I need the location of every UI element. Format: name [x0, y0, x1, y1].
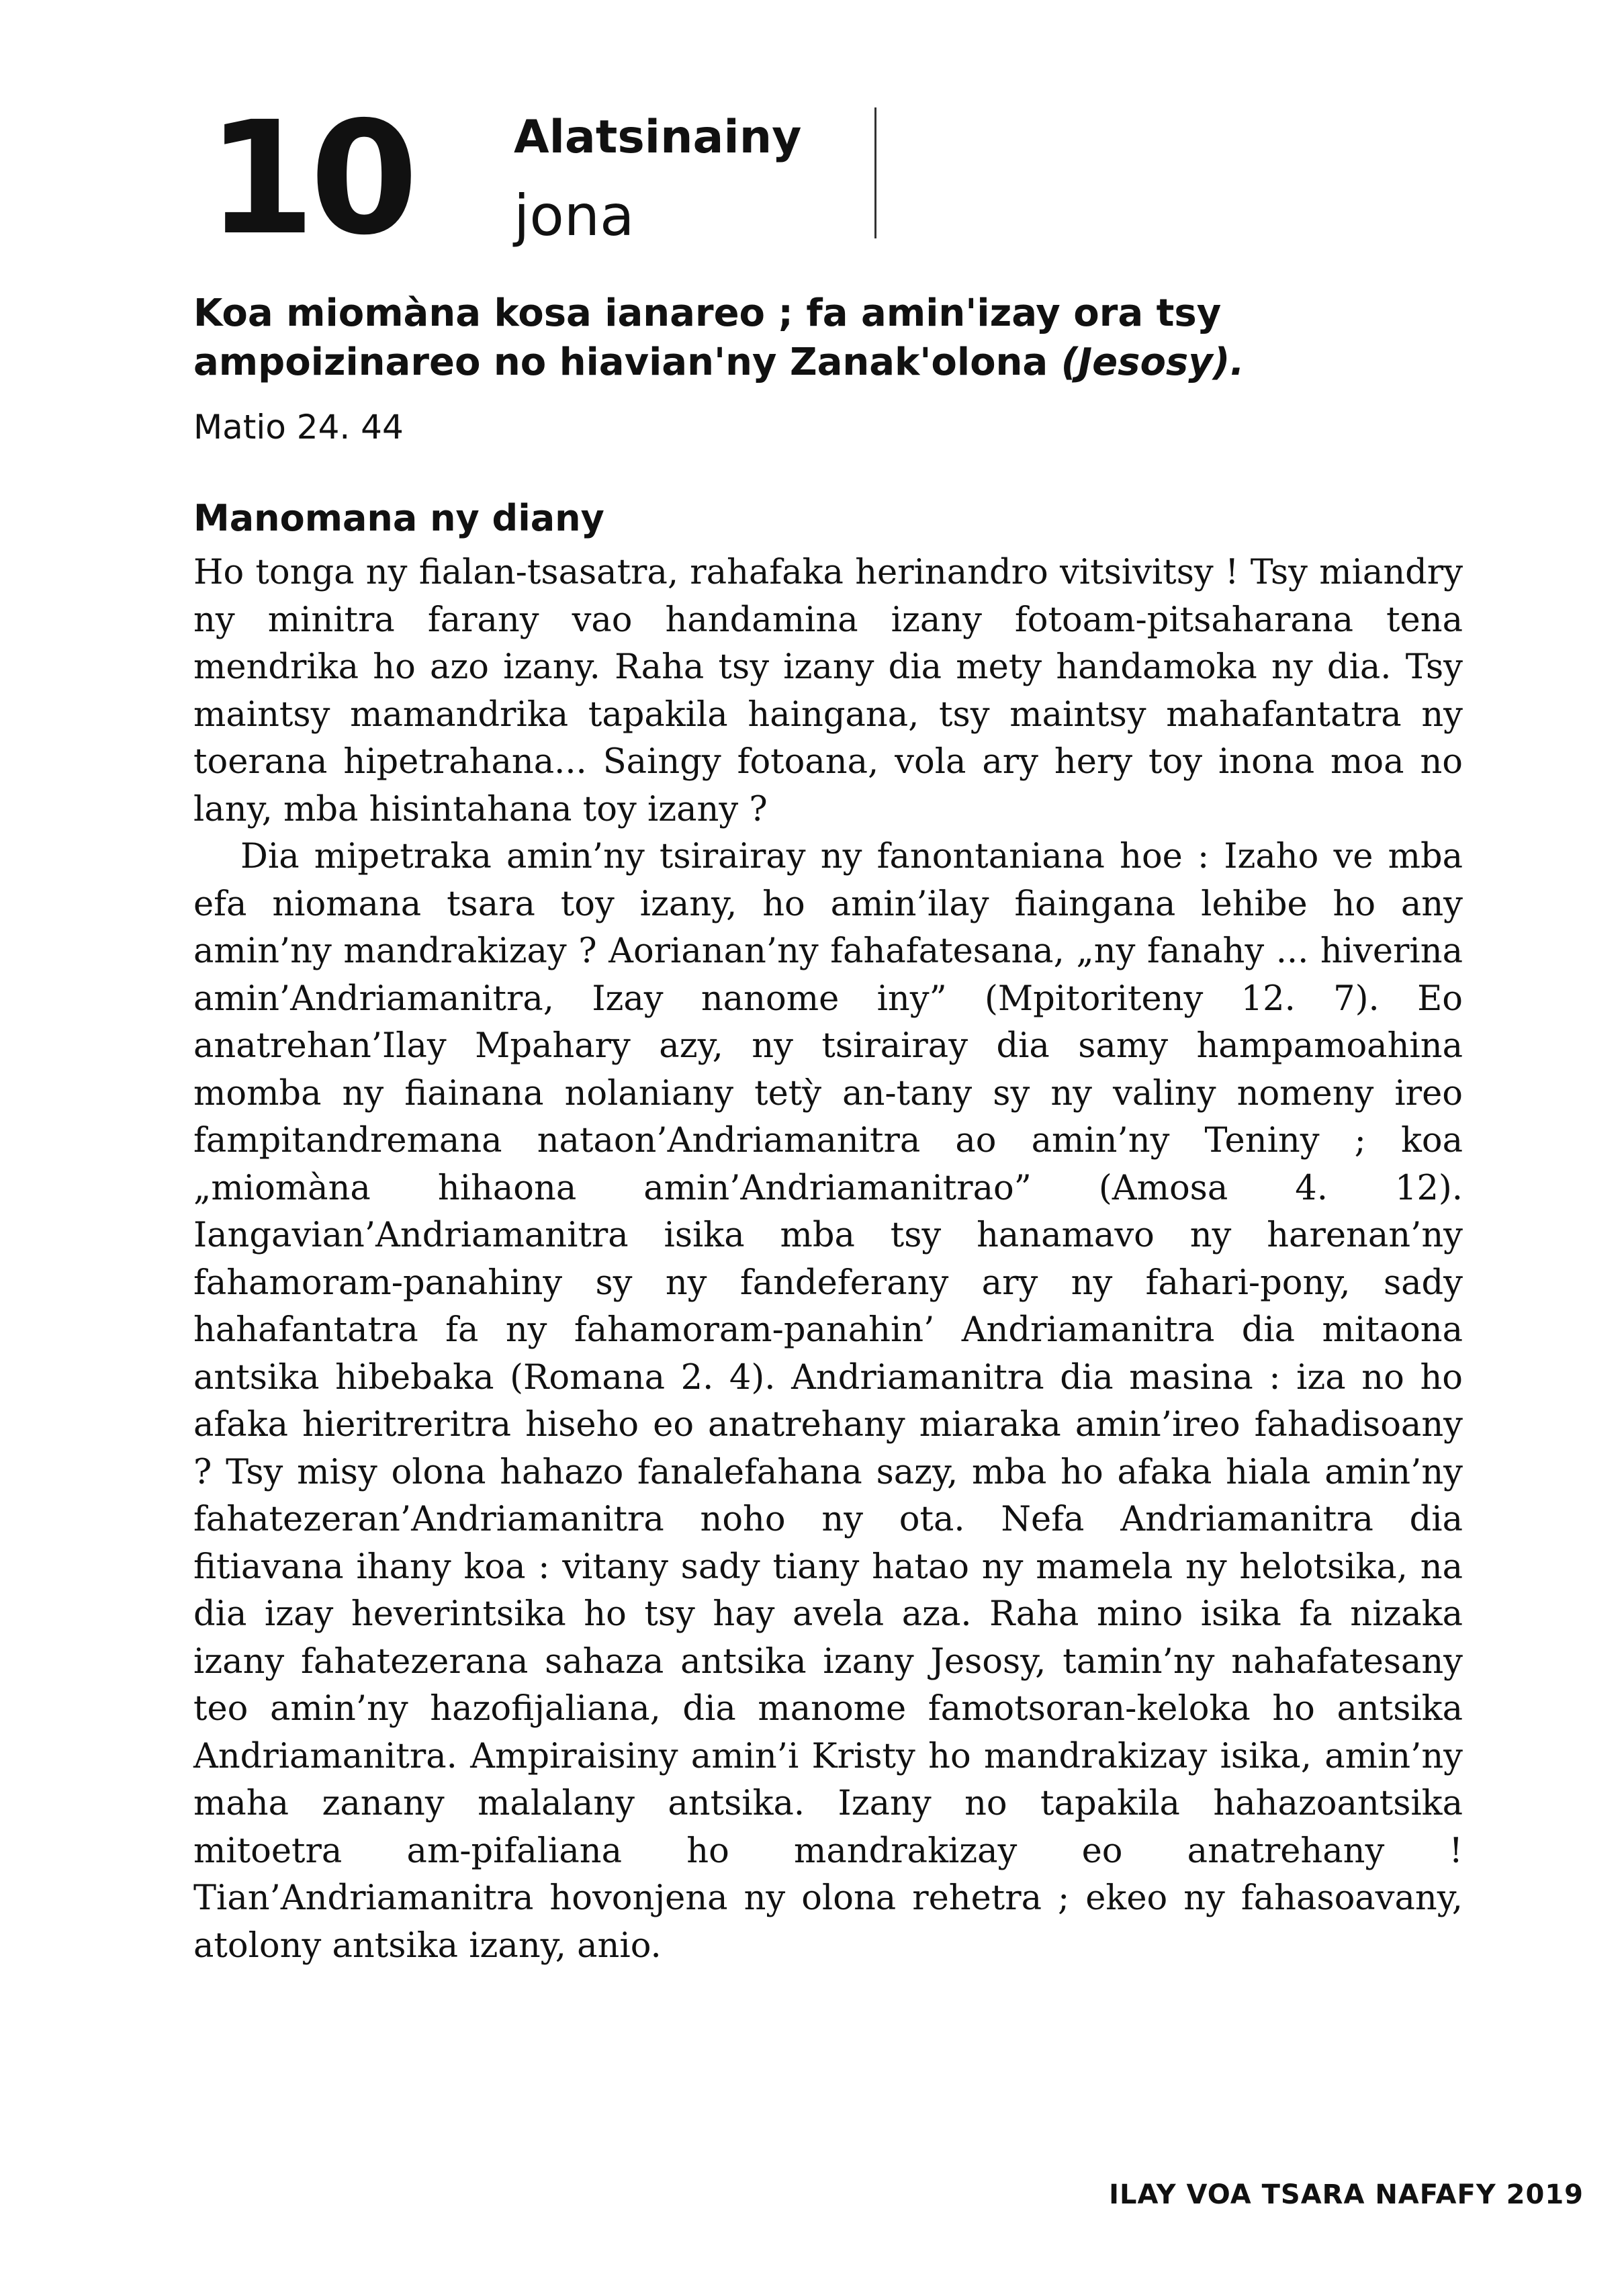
verse-note: (Jesosy). — [1061, 340, 1245, 384]
month-label: jona — [514, 183, 635, 248]
paragraph: Dia mipetraka amin’ny tsirairay ny fanontaniana hoe : Izaho ve mba efa niomana tsara toy izany, ho amin’ilay fiaingana lehibe ho any amin’ny mandrakizay ? Aorianan’ny fahafatesana, „ny fanahy ... hiverina amin’Andriamanitra, Izay nanome iny” (Mpitoriteny 12. 7). Eo anatrehan’Ilay Mpahary azy, ny tsirairay dia samy hampamoahina momba ny fiainana nolaniany tetỳ an-tany sy ny valiny nomeny ireo fampitandremana nataon’Andriamanitra ao amin’ny Teniny ; koa „miomàna hihaona amin’Andriamanitrao” (Amosa 4. 12). Iangavian’Andriamanitra isika mba tsy hanamavo ny harenan’ny fahamoram-panahiny sy ny fandeferany ary ny fahari-pony, sady hahafantatra fa ny fahamoram-panahin’ Andriamanitra dia mitaona antsika hibebaka (Romana 2. 4). Andriamanitra dia masina : iza no ho afaka hieritreritra hiseho eo anatrehany miaraka amin’ireo fahadisoany ? Tsy misy olona hahazo fanalefahana sazy, mba ho afaka hiala amin’ny fahatezeran’Andriamanitra noho ny ota. Nefa Andriamanitra dia fitiavana ihany koa : vitany sady tiany hatao ny mamela ny helotsika, na dia izay heverintsika ho tsy hay avela aza. Raha mino isika fa nizaka izany fahatezerana sahaza antsika izany Jesosy, tamin’ny nahafatesany teo amin’ny hazofijaliana, dia manome famotsoran-keloka ho antsika Andriamanitra. Ampiraisiny amin’i Kristy ho mandrakizay isika, amin’ny maha zanany malalany antsika. Izany no tapakila hahazoantsika mitoetra am-pifaliana ho mandrakizay eo anatrehany ! Tian’Andriamanitra hovonjena ny olona rehetra ; ekeo ny fahasoavany, atolony antsika izany, anio. — [193, 837, 1463, 1966]
header-divider — [874, 107, 876, 238]
day-number: 10 — [207, 88, 413, 269]
paragraph: Ho tonga ny fialan-tsasatra, rahafaka herinandro vitsivitsy ! Tsy miandry ny minitra farany vao handamina izany fotoam-pitsaharana tena mendrika ho azo izany. Raha tsy izany dia mety handamoka ny dia. Tsy maintsy mamandrika tapakila haingana, tsy maintsy mahafantatra ny toerana hipetrahana... Saingy fotoana, vola ary hery toy inona moa no lany, mba hisintahana toy izany ? — [193, 553, 1463, 829]
daily-verse — [193, 289, 1483, 387]
footer-publication: ILAY VOA TSARA NAFAFY 2019 — [1109, 2179, 1584, 2210]
verse-reference: Matio 24. 44 — [193, 408, 404, 447]
verse-text: Koa miomàna kosa ianareo ; fa amin'izay ora tsy ampoizinareo no hiavian'ny Zanak'olona — [193, 291, 1222, 384]
weekday-label: Alatsinainy — [514, 111, 802, 164]
section-title: Manomana ny diany — [193, 497, 604, 539]
body-text — [193, 549, 1463, 1970]
